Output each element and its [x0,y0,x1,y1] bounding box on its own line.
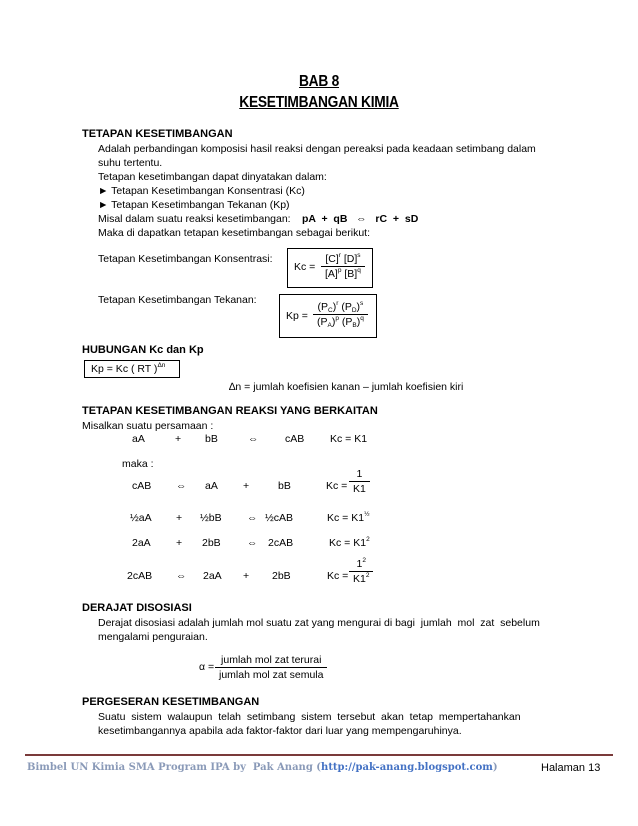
footer-rule [25,754,613,756]
kp-label: Tetapan Kesetimbangan Tekanan: [98,294,257,306]
heading-pergeseran: PERGESERAN KESETIMBANGAN [82,696,260,708]
result-intro: Maka di dapatkan tetapan kesetimbangan sebagai berikut: [98,227,371,239]
r4-denominator-exponent: 2 [365,572,370,579]
alpha-denominator: jumlah mol zat semula [219,669,324,681]
delta-n-exponent: Δn [157,362,166,369]
expressed-text: Tetapan kesetimbangan dapat dinyatakan dalam: [98,171,327,183]
heading-reaksi-berkaitan: TETAPAN KESETIMBANGAN REAKSI YANG BERKAITAN [82,405,378,417]
shift-line-2: kesetimbangannya apabila ada faktor-faktor dari luar yang mempengaruhinya. [98,725,462,737]
bullet-kp: ► Tetapan Kesetimbangan Tekanan (Kp) [98,199,290,211]
r2-kc: Kc = K1 [327,512,365,524]
r3-reactant-a: 2aA [132,537,151,549]
r1-kc-label: Kc = [326,480,348,492]
r1-denominator: K1 [353,483,366,495]
r1-arrow: ⇔ [176,480,187,492]
r4-numerator-exponent: 2 [362,557,366,564]
r4-product-a: 2aA [203,570,222,582]
kp-formula-box [279,294,377,338]
heading-tetapan-kesetimbangan: TETAPAN KESETIMBANGAN [82,128,233,140]
r2-plus: + [176,512,183,524]
chapter-title: KESETIMBANGAN KIMIA [239,94,399,111]
definition-line-2: suhu tertentu. [98,157,163,169]
r4-kc-label: Kc = [327,570,349,582]
r3-product: 2cAB [268,537,294,549]
r3-kc: Kc = K1 [329,537,367,549]
r3-reactant-b: 2bB [202,537,221,549]
r1-product-a: aA [205,480,218,492]
maka-text: maka : [122,458,154,470]
delta-n-note: ∆n = jumlah koefisien kanan – jumlah koefisien kiri [229,381,464,393]
r3-plus: + [176,537,183,549]
r4-arrow: ⇔ [176,570,187,582]
footer-link[interactable]: http://pak-anang.blogspot.com [321,762,493,773]
r1-product-b: bB [278,480,291,492]
r4-reactant: 2cAB [127,570,153,582]
kp-kc-formula: Kp = Kc ( RT ) [91,363,158,375]
r0-product: cAB [285,433,305,445]
kc-label: Tetapan Kesetimbangan Konsentrasi: [98,253,273,265]
page-number: Halaman 13 [541,762,601,774]
r2-exponent: ½ [364,511,370,518]
alpha-label: α = [199,661,215,673]
kc-fraction: $\frac{[C]^r [D]^s}{[A]^p [B]^q}$ [321,252,365,281]
r1-fraction [349,467,370,496]
shift-line-1: Suatu sistem walaupun telah setimbang sistem tersebut akan tetap mempertahankan [98,711,521,723]
kp-kc-formula-box [84,360,180,378]
r2-reactant-a: ½aA [130,512,152,524]
r2-reactant-b: ½bB [200,512,222,524]
footer-close-paren: ) [492,762,498,773]
bullet-kc: ► Tetapan Kesetimbangan Konsentrasi (Kc) [98,185,305,197]
r0-equilibrium-arrow: ⇔ [248,433,259,445]
r0-reactant-b: bB [205,433,218,445]
r1-reactant: cAB [132,480,152,492]
alpha-numerator: jumlah mol zat terurai [215,653,327,668]
r1-numerator: 1 [349,467,370,482]
r0-plus: + [175,433,182,445]
r4-numerator: 1 [356,558,363,570]
chapter-number: BAB 8 [298,73,339,90]
footer-credit [27,762,498,773]
kc-eq-label: Kc = [294,261,316,273]
r0-reactant-a: aA [132,433,145,445]
r3-arrow: ⇔ [247,537,258,549]
r4-plus: + [243,570,250,582]
dissociation-line-2: mengalami penguraian. [98,631,208,643]
heading-hubungan: HUBUNGAN Kc dan Kp [82,344,204,356]
kp-eq-label: Kp = [286,310,308,322]
definition-line-1: Adalah perbandingan komposisi hasil reaksi dengan pereaksi pada keadaan setimbang dalam [98,143,536,155]
general-reaction: pA + qB ⇔ rC + sD [302,213,419,225]
r2-product: ½cAB [265,512,294,524]
r1-plus: + [243,480,250,492]
kc-formula-box [287,248,373,288]
kp-fraction: $\frac{(P_C)^r (P_D)^s}{(P_A)^p (P_B)^q}$ [313,300,368,329]
r4-product-b: 2bB [272,570,291,582]
r4-fraction [349,557,373,586]
r4-denominator: K1 [353,573,366,585]
heading-derajat-disosiasi: DERAJAT DISOSIASI [82,602,192,614]
dissociation-line-1: Derajat disosiasi adalah jumlah mol suatu zat yang mengurai di bagi jumlah mol zat sebelum [98,617,540,629]
example-intro: Misal dalam suatu reaksi kesetimbangan: [98,213,291,225]
supposition-text: Misalkan suatu persamaan : [82,420,214,432]
footer-credit-text: Bimbel UN Kimia SMA Program IPA by Pak Anang ( [27,762,322,773]
r2-arrow: ⇔ [247,512,258,524]
alpha-fraction [215,653,327,682]
r0-kc: Kc = K1 [330,433,368,445]
r3-exponent: 2 [366,536,370,543]
